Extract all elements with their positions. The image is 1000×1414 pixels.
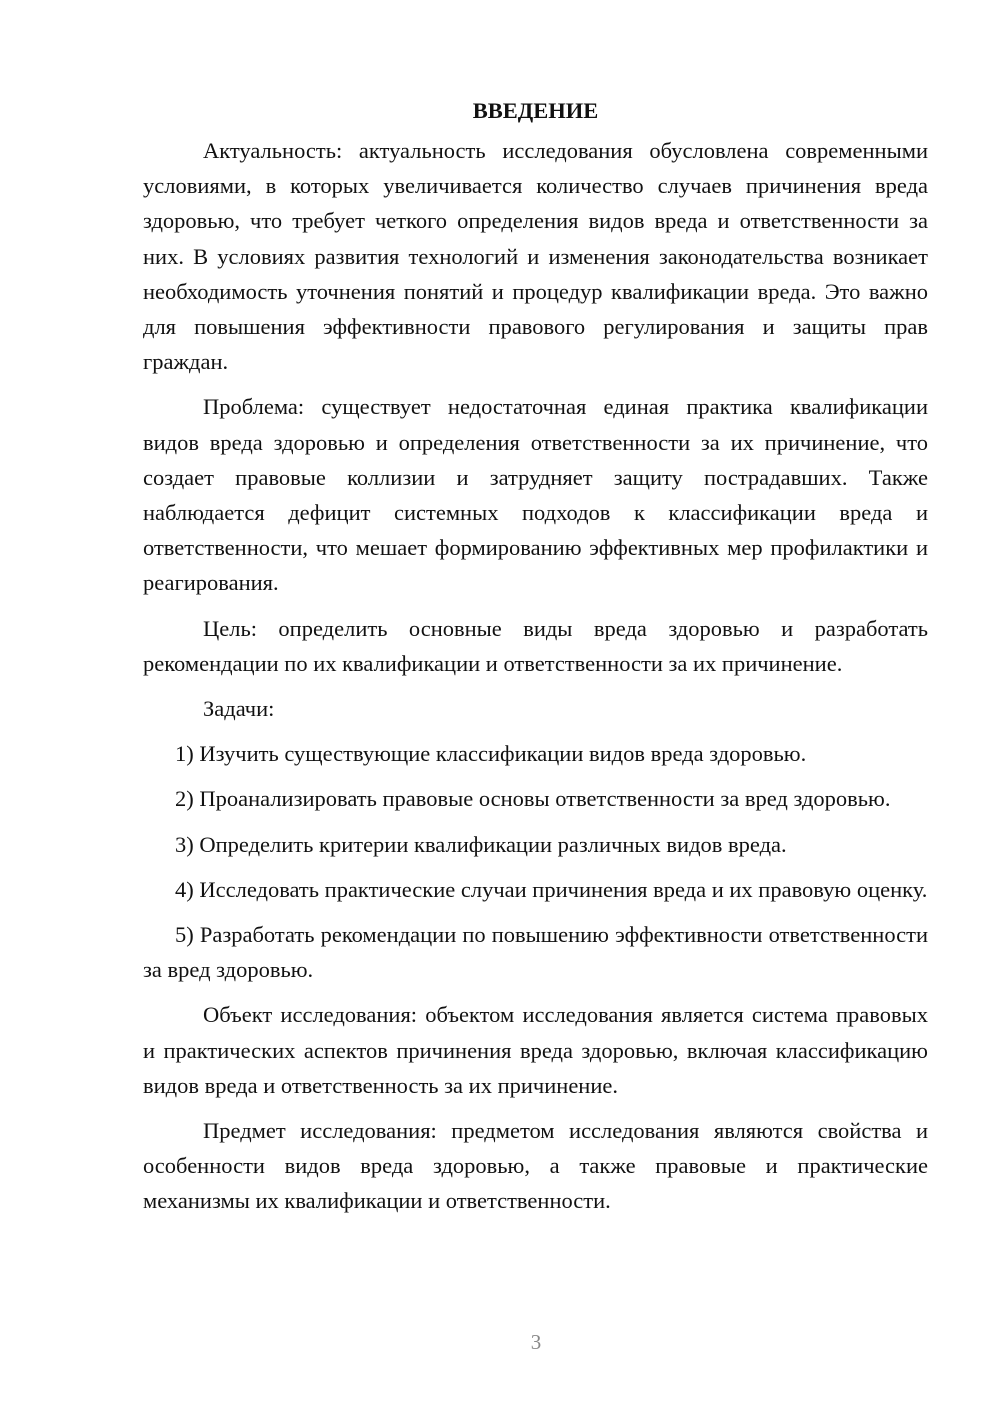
task-item: 3) Определить критерии квалификации различных видов вреда. [175,831,787,857]
task-item: 4) Исследовать практические случаи причинения вреда и их правовую оценку. [175,876,928,902]
page-number: 3 [530,1330,542,1354]
goal-paragraph: Цель: определить основные виды вреда здоровью и разработать рекомендации по их квалификации и ответственности за их причинение. [143,615,928,676]
task-item: 5) Разработать рекомендации по повышению эффективности ответственности за вред здоровью. [143,922,928,983]
section-title: ВВЕДЕНИЕ [472,98,599,123]
relevance-paragraph: Актуальность: актуальность исследования обусловлена современными условиями, в которых увеличивается количество случаев причинения вреда здоровью, что требует четкого определения видов вреда и ответственности за них. В условиях развития технологий и изменения законодательства возникает необходимость уточнения понятий и процедур квалификации вреда. Это важно для повышения эффективности правового регулирования и защиты прав граждан. [143,138,928,375]
task-item: 2) Проанализировать правовые основы ответственности за вред здоровью. [175,786,891,812]
task-item: 1) Изучить существующие классификации видов вреда здоровью. [175,741,807,767]
subject-paragraph: Предмет исследования: предметом исследования являются свойства и особенности видов вреда здоровью, а также правовые и практические механизмы их квалификации и ответственности. [143,1118,928,1214]
tasks-heading: Задачи: [203,696,275,722]
document-page [143,93,928,1229]
problem-paragraph: Проблема: существует недостаточная единая практика квалификации видов вреда здоровью и определения ответственности за их причинение, что создает правовые коллизии и затрудняет защиту пострадавших. Также наблюдается дефицит системных подходов к классификации вреда и ответственности, что мешает формированию эффективных мер профилактики и реагирования. [143,394,928,596]
object-paragraph: Объект исследования: объектом исследования является система правовых и практических аспектов причинения вреда здоровью, включая классификацию видов вреда и ответственность за их причинение. [143,1002,928,1098]
